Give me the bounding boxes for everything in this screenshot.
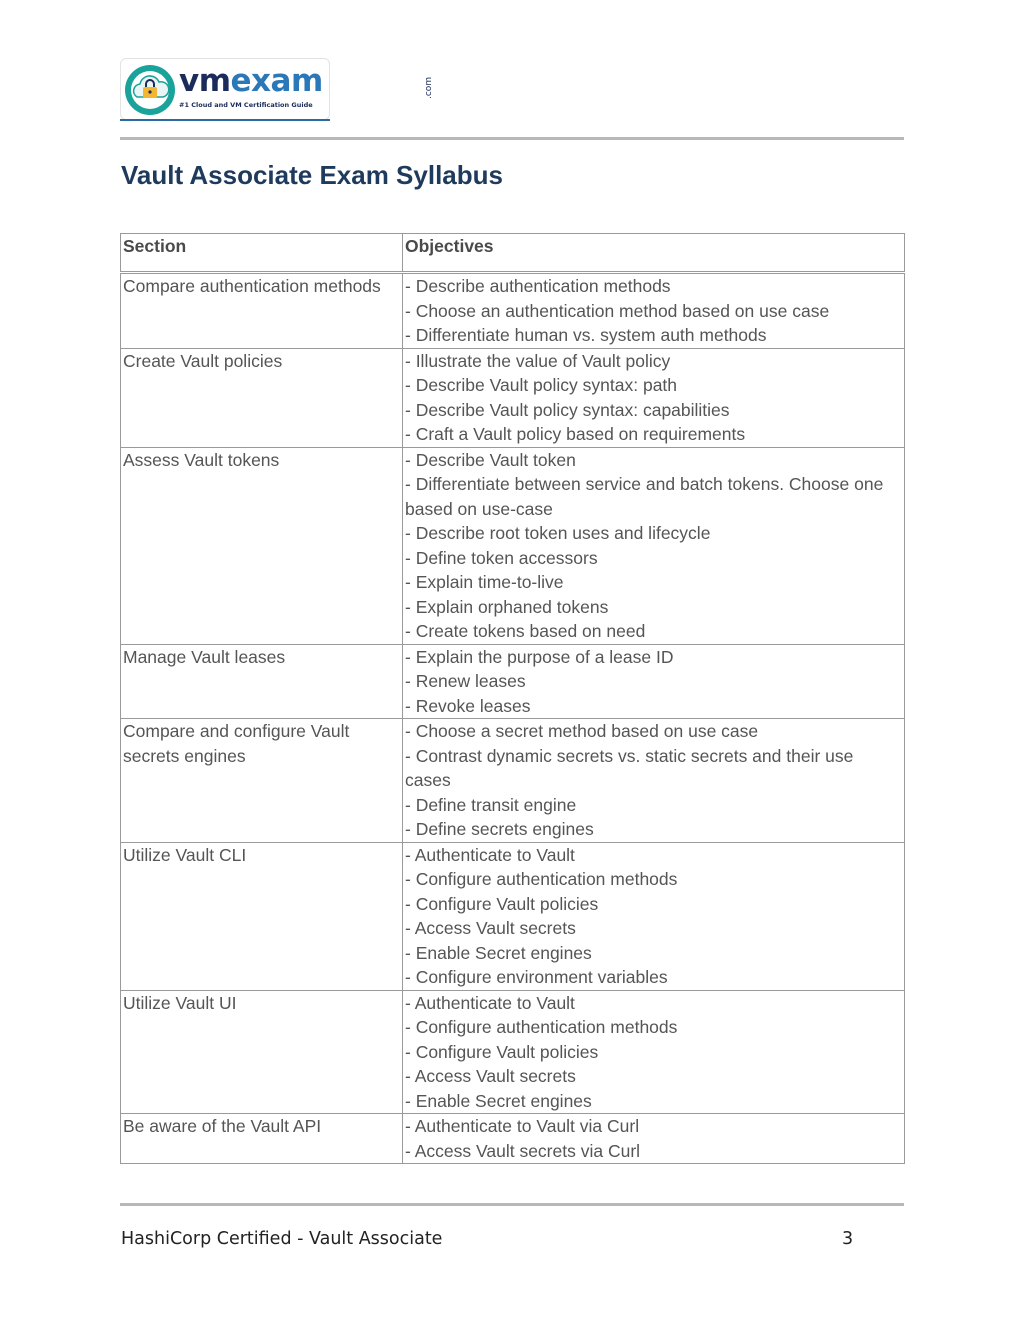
objective-item: - Contrast dynamic secrets vs. static secrets and their use cases [405, 745, 854, 790]
objective-item: - Authenticate to Vault [405, 844, 575, 865]
objective-item: - Describe root token uses and lifecycle [405, 523, 711, 543]
objective-item: - Choose an authentication method based on use case [405, 300, 830, 321]
objectives-cell [403, 719, 905, 843]
objective-item: - Enable Secret engines [405, 1090, 592, 1111]
objective-item: - Renew leases [405, 671, 526, 691]
page-number: 3 [842, 1229, 854, 1249]
objective-item: - Revoke leases [405, 695, 531, 716]
objective-item: - Access Vault secrets [405, 1066, 576, 1086]
objectives-cell [403, 273, 905, 349]
objective-item: - Describe authentication methods [405, 276, 671, 296]
objective-item: - Illustrate the value of Vault policy [405, 350, 671, 371]
section-cell: Be aware of the Vault API [121, 1114, 403, 1164]
objective-item: - Create tokens based on need [405, 621, 646, 641]
table-row [121, 719, 905, 843]
objective-item: - Configure Vault policies [405, 1041, 599, 1062]
objectives-cell [403, 644, 905, 719]
objective-item: - Define secrets engines [405, 819, 594, 839]
objective-item: - Describe Vault policy syntax: path [405, 375, 678, 395]
objectives-cell [403, 990, 905, 1114]
footer-divider [120, 1203, 904, 1206]
table-row [121, 990, 905, 1114]
objective-item: - Authenticate to Vault [405, 992, 575, 1013]
objective-item: - Choose a secret method based on use case [405, 721, 759, 741]
table-row [121, 447, 905, 644]
syllabus-table [120, 233, 905, 1164]
footer-document-title: HashiCorp Certified - Vault Associate [121, 1229, 443, 1249]
objective-item: - Configure environment variables [405, 967, 668, 987]
table-row [121, 348, 905, 447]
section-cell: Assess Vault tokens [121, 447, 403, 644]
table-row [121, 644, 905, 719]
objective-item: - Enable Secret engines [405, 942, 592, 963]
section-cell: Compare authentication methods [121, 273, 403, 349]
logo-underline [120, 119, 330, 121]
vmexam-logo [120, 58, 434, 120]
table-row [121, 842, 905, 990]
objective-item: - Configure authentication methods [405, 869, 678, 889]
column-header-objectives: Objectives [403, 234, 905, 273]
objective-item: - Configure authentication methods [405, 1017, 678, 1037]
logo-wordmark: vmexam [179, 63, 323, 99]
section-cell: Utilize Vault UI [121, 990, 403, 1114]
section-cell: Manage Vault leases [121, 644, 403, 719]
header-divider [120, 137, 904, 140]
logo-domain: .com [424, 76, 434, 99]
objective-item: - Explain the purpose of a lease ID [405, 646, 674, 667]
objective-item: - Explain time-to-live [405, 572, 564, 592]
objectives-cell [403, 348, 905, 447]
logo-tagline: #1 Cloud and VM Certification Guide [179, 101, 313, 109]
objective-item: - Explain orphaned tokens [405, 596, 609, 617]
table-row [121, 1114, 905, 1164]
objective-item: - Authenticate to Vault via Curl [405, 1116, 640, 1136]
page-title: Vault Associate Exam Syllabus [121, 160, 503, 190]
objective-item: - Access Vault secrets [405, 918, 576, 938]
table-row [121, 273, 905, 349]
objective-item: - Craft a Vault policy based on requirements [405, 424, 746, 444]
section-cell: Compare and configure Vault secrets engines [121, 719, 403, 843]
objective-item: - Access Vault secrets via Curl [405, 1140, 641, 1161]
objectives-cell [403, 447, 905, 644]
objective-item: - Define transit engine [405, 794, 577, 815]
objective-item: - Differentiate between service and batch tokens. Choose one based on use-case [405, 474, 884, 519]
objective-item: - Describe Vault token [405, 449, 576, 470]
objective-item: - Configure Vault policies [405, 893, 599, 914]
column-header-section: Section [121, 234, 403, 273]
objectives-cell [403, 1114, 905, 1164]
objective-item: - Describe Vault policy syntax: capabilities [405, 399, 730, 420]
objectives-cell [403, 842, 905, 990]
lock-cloud-icon [123, 63, 179, 117]
section-cell: Create Vault policies [121, 348, 403, 447]
objective-item: - Define token accessors [405, 547, 598, 568]
section-cell: Utilize Vault CLI [121, 842, 403, 990]
objective-item: - Differentiate human vs. system auth methods [405, 325, 767, 345]
table-header-row [121, 234, 905, 273]
